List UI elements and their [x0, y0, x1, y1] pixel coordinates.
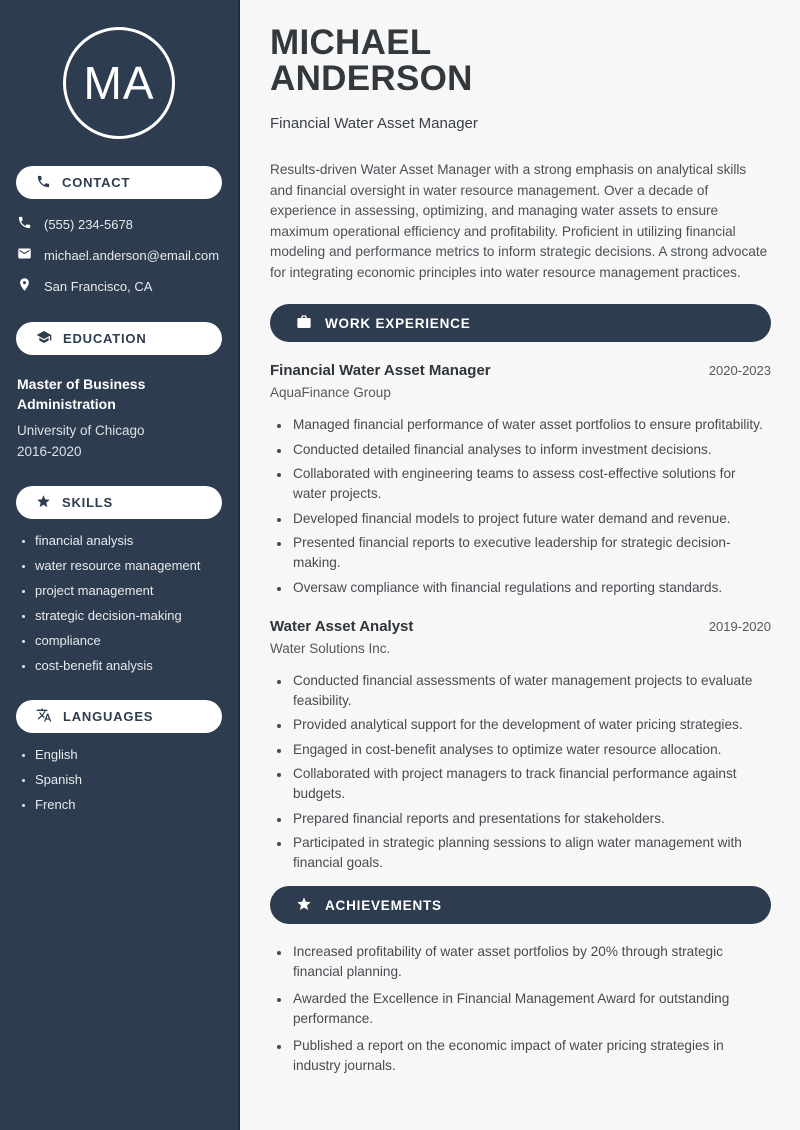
location-value: San Francisco, CA — [44, 278, 153, 294]
job-bullet: • Conducted financial assessments of water management projects to evaluate feasibility. — [291, 671, 771, 711]
contact-list — [16, 215, 222, 295]
achievements-list — [270, 942, 771, 1076]
job-bullet: • Conducted detailed financial analyses to inform investment decisions. — [291, 440, 771, 460]
location-icon — [17, 277, 32, 295]
education-school: University of Chicago — [17, 423, 145, 438]
job-entry — [270, 618, 771, 874]
star-icon — [296, 896, 312, 915]
job-bullet: • Collaborated with engineering teams to assess cost-effective solutions for water projects. — [291, 464, 771, 504]
contact-item-phone — [16, 215, 222, 233]
education-entry — [16, 374, 222, 459]
star-icon — [36, 494, 51, 512]
job-bullet: • Engaged in cost-benefit analyses to optimize water resource allocation. — [291, 740, 771, 760]
phone-icon — [17, 215, 32, 233]
skills-list — [16, 534, 222, 673]
work-experience-section-header — [270, 304, 771, 342]
candidate-name — [270, 25, 771, 97]
achievements-section-label: ACHIEVEMENTS — [325, 897, 442, 913]
job-bullet: • Oversaw compliance with financial regulations and reporting standards. — [291, 578, 771, 598]
skill-item: • financial analysis — [35, 534, 222, 548]
work-experience-section-label: WORK EXPERIENCE — [325, 315, 471, 331]
skill-item: • project management — [35, 584, 222, 598]
skills-section-label: SKILLS — [62, 495, 114, 510]
contact-section-label: CONTACT — [62, 175, 131, 190]
skill-item: • compliance — [35, 634, 222, 648]
languages-section-header — [16, 700, 222, 733]
job-company: Water Solutions Inc. — [270, 640, 391, 656]
job-bullet: • Participated in strategic planning sessions to align water management with financial goals. — [291, 833, 771, 873]
phone-icon — [36, 174, 51, 192]
summary-paragraph: Results-driven Water Asset Manager with a strong emphasis on analytical skills and financial oversight in water resource management. Over a decade of experience in assessing, optimizing, and managing water assets to ensure maximum operational efficiency and profitability. Proficient in utilizing financial modeling and performance metrics to inform strategic decisions. A strong advocate for integrating economic principles into water resource management practices. — [270, 162, 768, 280]
briefcase-icon — [296, 314, 312, 333]
contact-item-location — [16, 277, 222, 295]
achievement-item: • Published a report on the economic impact of water pricing strategies in industry journals. — [291, 1036, 771, 1076]
language-item: • French — [35, 798, 222, 812]
job-bullet: • Developed financial models to project future water demand and revenue. — [291, 509, 771, 529]
job-bullet: • Presented financial reports to executive leadership for strategic decision-making. — [291, 533, 771, 573]
achievements-section-header — [270, 886, 771, 924]
job-bullet-list — [270, 415, 771, 598]
job-bullet: • Provided analytical support for the development of water pricing strategies. — [291, 715, 771, 735]
job-header — [270, 618, 771, 635]
education-degree: Master of Business Administration — [17, 376, 146, 412]
skill-item: • strategic decision-making — [35, 609, 222, 623]
education-section-header — [16, 322, 222, 355]
job-title: Water Asset Analyst — [270, 617, 414, 635]
education-section-label: EDUCATION — [63, 331, 147, 346]
skills-section-header — [16, 486, 222, 519]
candidate-first-name: MICHAEL — [270, 23, 432, 62]
job-company: AquaFinance Group — [270, 385, 391, 400]
languages-section-label: LANGUAGES — [63, 709, 154, 724]
languages-list — [16, 748, 222, 812]
skill-item: • water resource management — [35, 559, 222, 573]
job-bullet: • Managed financial performance of water asset portfolios to ensure profitability. — [291, 415, 771, 435]
achievement-item: • Increased profitability of water asset portfolios by 20% through strategic financial planning. — [291, 942, 771, 982]
avatar-initials: MA — [83, 57, 155, 109]
education-years: 2016-2020 — [17, 444, 82, 459]
main-content — [240, 0, 800, 1130]
job-years: 2019-2020 — [708, 618, 771, 634]
email-icon — [17, 246, 32, 264]
email-value: michael.anderson@email.com — [44, 247, 220, 263]
job-header — [270, 362, 771, 379]
job-title: Financial Water Asset Manager — [270, 362, 491, 379]
job-bullet-list — [270, 671, 771, 874]
phone-value: (555) 234-5678 — [44, 216, 133, 232]
job-bullet: • Collaborated with project managers to track financial performance against budgets. — [291, 764, 771, 804]
skill-item: • cost-benefit analysis — [35, 659, 222, 673]
candidate-last-name: ANDERSON — [270, 59, 473, 98]
language-item: • English — [35, 748, 222, 762]
contact-item-email — [16, 246, 222, 264]
job-bullet: • Prepared financial reports and presentations for stakeholders. — [291, 809, 771, 829]
language-item: • Spanish — [35, 773, 222, 787]
graduation-cap-icon — [36, 329, 52, 348]
contact-section-header — [16, 166, 222, 199]
job-entry — [270, 362, 771, 598]
candidate-title: Financial Water Asset Manager — [270, 115, 478, 132]
translate-icon — [36, 707, 52, 726]
job-years: 2020-2023 — [708, 363, 771, 378]
achievement-item: • Awarded the Excellence in Financial Management Award for outstanding performance. — [291, 989, 771, 1029]
sidebar — [0, 0, 240, 1130]
avatar — [63, 27, 175, 139]
